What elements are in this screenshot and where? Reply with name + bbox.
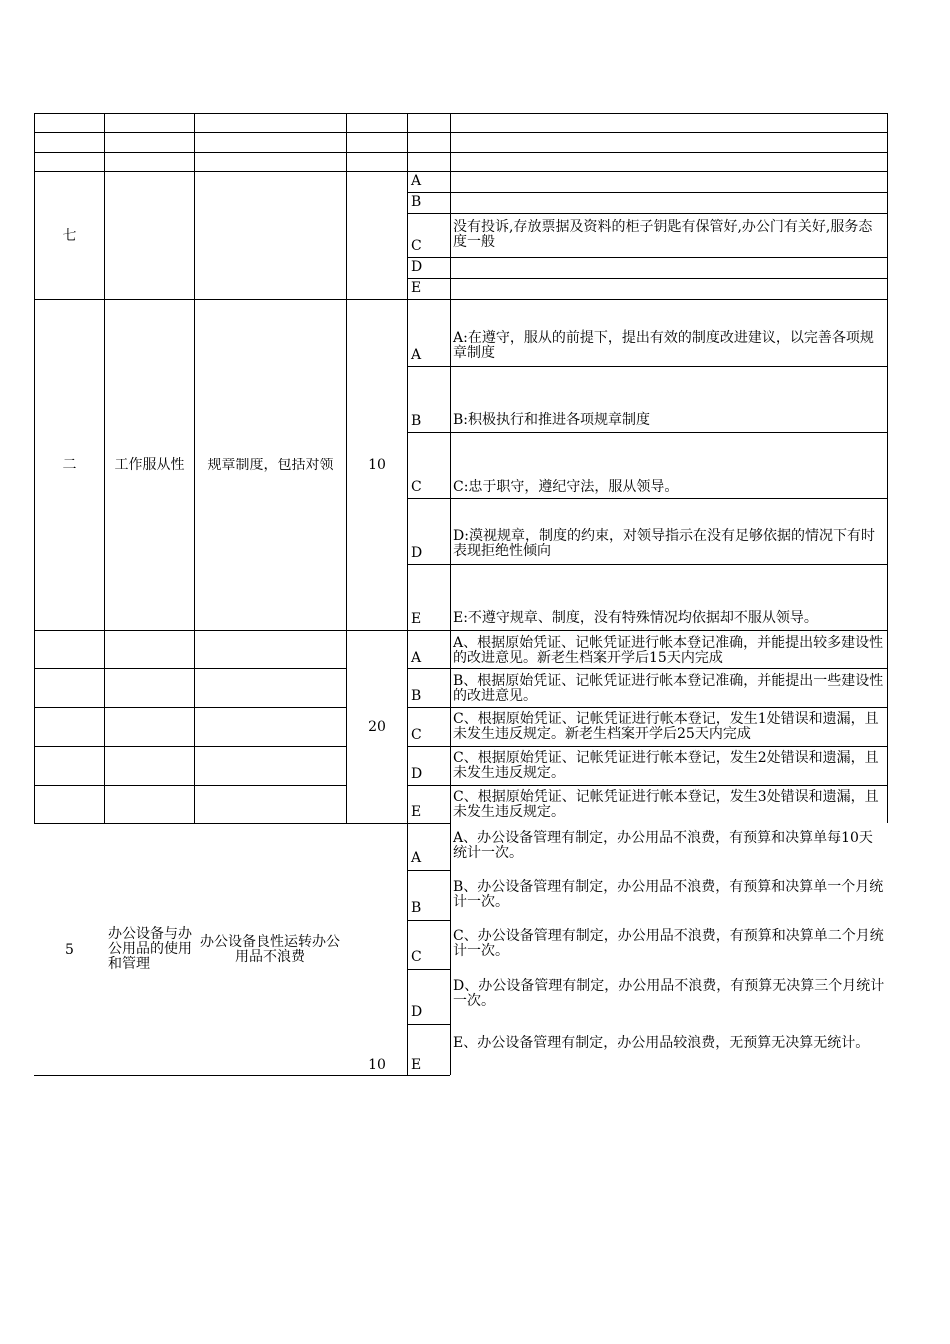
section-5-score: 10	[368, 1057, 386, 1073]
grid-line	[34, 785, 347, 786]
section-5-item: 办公设备与办公用品的使用和管理	[108, 926, 192, 972]
section-5-desc-e: E、办公设备管理有制定，办公用品较浪费，无预算无决算无统计。	[453, 1035, 870, 1051]
grid-line	[450, 113, 451, 1075]
section-accounts-grade-e: E	[411, 804, 422, 820]
section-2-desc-d: D:漠视规章，制度的约束，对领导指示在没有足够依据的情况下有时表现拒绝性倾向	[453, 528, 875, 559]
section-5-desc-d: D、办公设备管理有制定，办公用品不浪费，有预算无决算三个月统计一次。	[453, 978, 885, 1009]
section-7-grade-c-description: 没有投诉,存放票据及资料的柜子钥匙有保管好,办公门有关好,服务态度一般	[453, 219, 873, 250]
section-5-grade-d: D	[411, 1004, 423, 1020]
grid-line	[407, 969, 450, 970]
grid-line	[887, 113, 888, 823]
section-5-grade-b: B	[411, 900, 422, 916]
grid-line	[34, 299, 888, 300]
grid-line	[34, 1075, 450, 1076]
grid-line	[34, 152, 888, 153]
grid-line	[34, 132, 888, 133]
grid-line	[407, 920, 450, 921]
section-accounts-grade-a: A	[411, 650, 422, 666]
section-5-desc-b: B、办公设备管理有制定，办公用品不浪费，有预算和决算单一个月统计一次。	[453, 879, 884, 910]
section-7-grade-b: B	[411, 194, 422, 210]
section-2-grade-d: D	[411, 545, 423, 561]
grid-line	[407, 870, 450, 871]
section-accounts-desc-c: C、根据原始凭证、记帐凭证进行帐本登记，发生1处错误和遗漏，且未发生违反规定。新老生档案开学后25天内完成	[453, 711, 879, 742]
grid-line	[407, 213, 888, 214]
section-7-grade-e: E	[411, 280, 422, 296]
section-5-grade-e: E	[411, 1057, 422, 1073]
section-7-grade-a: A	[411, 173, 422, 189]
section-7-number: 七	[62, 228, 77, 244]
grid-line	[407, 668, 888, 669]
grid-line	[407, 785, 888, 786]
section-2-score: 10	[368, 457, 386, 473]
section-2-item: 工作服从性	[114, 457, 185, 473]
section-2-grade-c: C	[411, 479, 422, 495]
section-5-grade-a: A	[411, 850, 422, 866]
section-accounts-score: 20	[368, 719, 386, 735]
section-5-content: 办公设备良性运转办公用品不浪费	[200, 934, 340, 965]
section-accounts-grade-c: C	[411, 727, 422, 743]
section-2-desc-c: C:忠于职守，遵纪守法，服从领导。	[453, 479, 679, 495]
section-2-desc-e: E:不遵守规章、制度，没有特殊情况均依据却不服从领导。	[453, 610, 818, 626]
grid-line	[407, 564, 888, 565]
section-2-content: 规章制度，包括对领	[207, 458, 334, 473]
section-7-grade-d: D	[411, 259, 423, 275]
grid-line	[407, 707, 888, 708]
grid-line	[407, 278, 888, 279]
section-2-grade-b: B	[411, 413, 422, 429]
section-accounts-desc-b: B、根据原始凭证、记帐凭证进行帐本登记准确，并能提出一些建设性的改进意见。	[453, 673, 884, 704]
grid-line	[34, 746, 347, 747]
grid-line	[34, 668, 347, 669]
section-7-grade-c: C	[411, 238, 422, 254]
section-5-number: 5	[65, 942, 74, 958]
section-accounts-desc-e: C、根据原始凭证、记帐凭证进行帐本登记，发生3处错误和遗漏，且未发生违反规定。	[453, 789, 879, 820]
grid-line	[407, 257, 888, 258]
grid-line	[407, 192, 888, 193]
section-5-grade-c: C	[411, 949, 422, 965]
section-2-grade-e: E	[411, 611, 422, 627]
section-accounts-desc-a: A、根据原始凭证、记帐凭证进行帐本登记准确，并能提出较多建设性的改进意见。新老生档案开学后15天内完成	[453, 635, 884, 666]
section-accounts-grade-d: D	[411, 766, 423, 782]
grid-line	[407, 366, 888, 367]
grid-line	[407, 746, 888, 747]
section-2-grade-a: A	[411, 347, 422, 363]
grid-line	[34, 823, 450, 824]
section-5-desc-c: C、办公设备管理有制定，办公用品不浪费，有预算和决算单二个月统计一次。	[453, 928, 884, 959]
grid-line	[407, 498, 888, 499]
grid-line	[407, 432, 888, 433]
grid-line	[34, 707, 347, 708]
section-accounts-grade-b: B	[411, 688, 422, 704]
grid-line	[407, 113, 408, 1075]
grid-line	[407, 1024, 450, 1025]
grid-line	[34, 171, 888, 172]
section-2-desc-b: B:积极执行和推进各项规章制度	[453, 412, 651, 428]
section-accounts-desc-d: C、根据原始凭证、记帐凭证进行帐本登记，发生2处错误和遗漏，且未发生违反规定。	[453, 750, 879, 781]
section-2-desc-a: A:在遵守，服从的前提下，提出有效的制度改进建议，以完善各项规章制度	[453, 330, 874, 361]
grid-line	[34, 630, 888, 631]
grid-line	[34, 113, 888, 114]
section-2-number: 二	[62, 457, 77, 473]
section-5-desc-a: A、办公设备管理有制定，办公用品不浪费，有预算和决算单每10天统计一次。	[453, 830, 873, 861]
